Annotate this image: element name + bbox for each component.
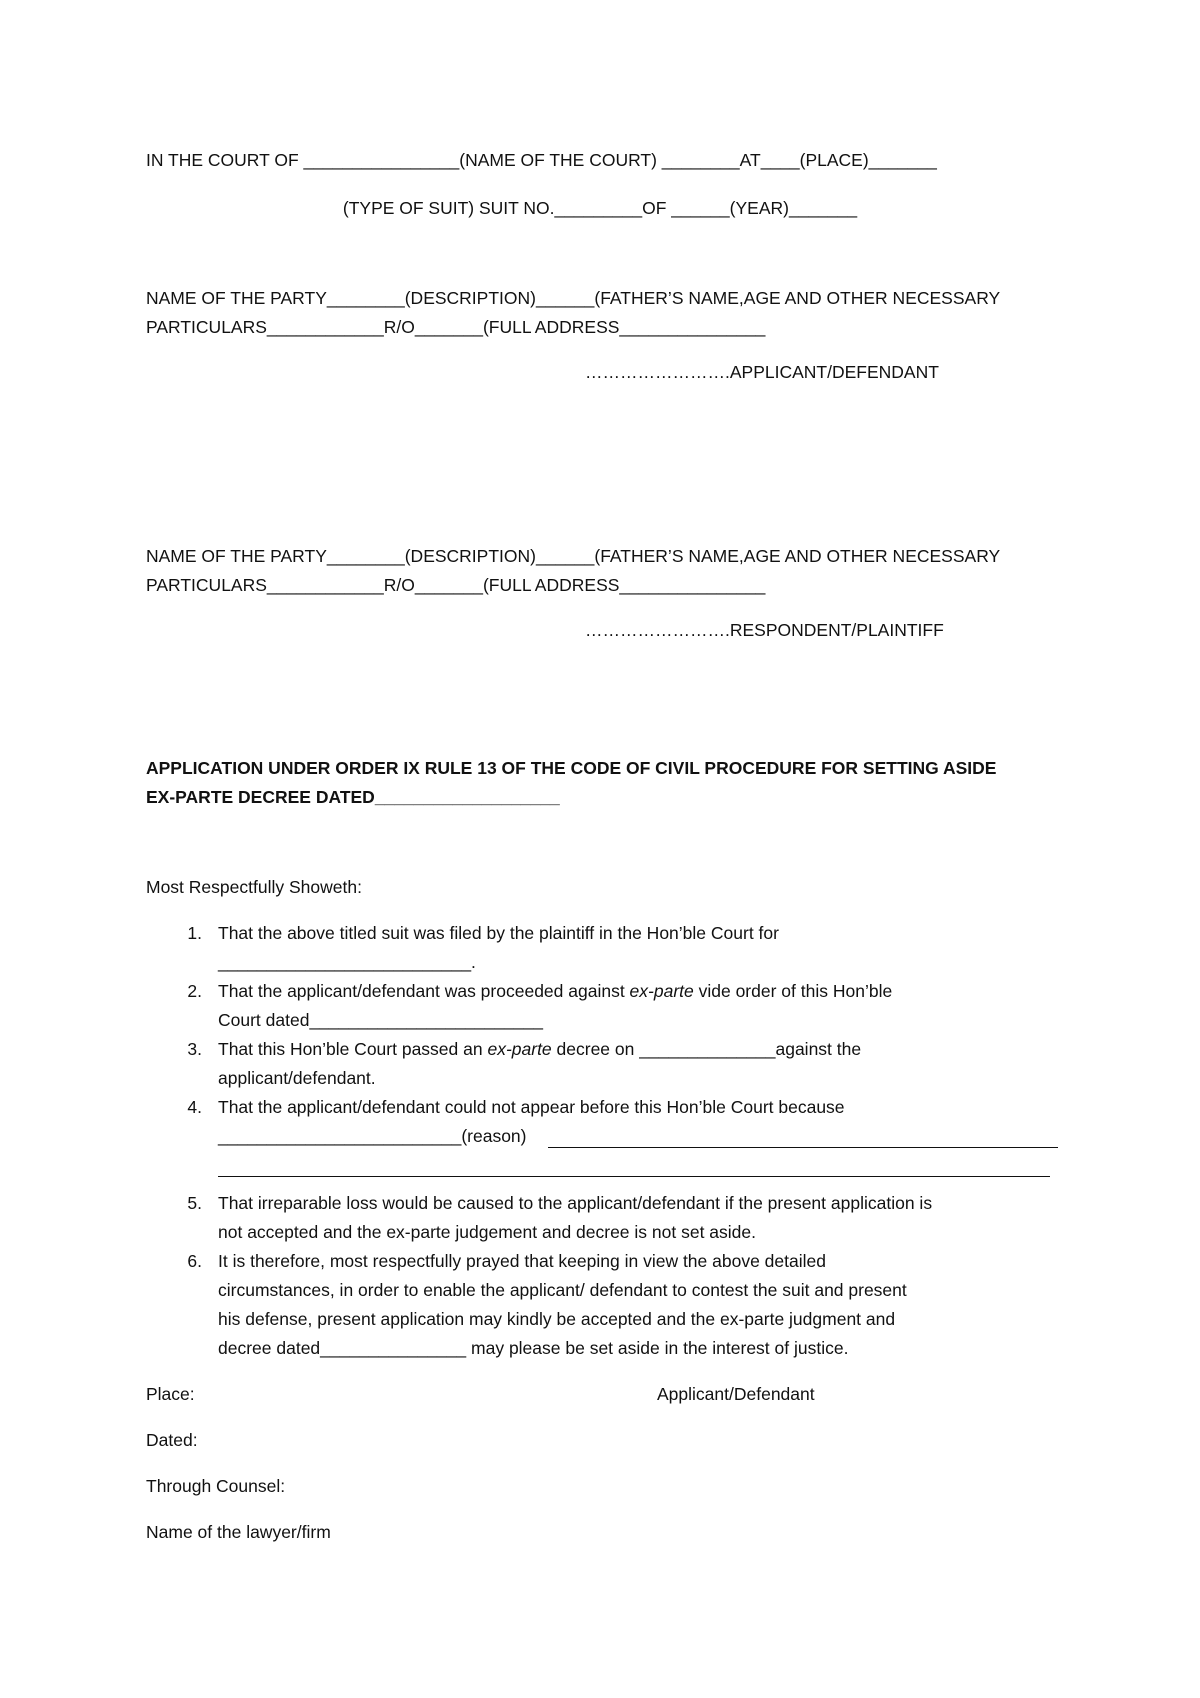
item-3-line1 (218, 1039, 861, 1060)
party2-line1: NAME OF THE PARTY________(DESCRIPTION)______(FATHER’S NAME,AGE AND OTHER NECESSARY (146, 546, 1001, 566)
item-6-line3: his defense, present application may kindly be accepted and the ex-parte judgment and (218, 1309, 896, 1329)
court-line: IN THE COURT OF ________________(NAME OF THE COURT) ________AT____(PLACE)_______ (146, 150, 937, 170)
party1-role: …………………….APPLICANT/DEFENDANT (585, 362, 939, 382)
item-5-line2: not accepted and the ex-parte judgement and decree is not set aside. (218, 1222, 756, 1242)
signatory-label: Applicant/Defendant (657, 1384, 815, 1404)
item-2-line1 (218, 981, 892, 1002)
party1-line2: PARTICULARS____________R/O_______(FULL ADDRESS_______________ (146, 317, 766, 337)
item-4-line1: That the applicant/defendant could not appear before this Hon’ble Court because (218, 1097, 845, 1117)
item-6-number: 6. (187, 1251, 202, 1271)
dated-label: Dated: (146, 1430, 198, 1450)
item-3-number: 3. (187, 1039, 202, 1059)
item-3-text-b: decree on ______________against the (551, 1039, 862, 1059)
suit-line: (TYPE OF SUIT) SUIT NO._________OF ______(YEAR)_______ (342, 198, 858, 218)
item-6-line1: It is therefore, most respectfully prayed that keeping in view the above detailed (218, 1251, 826, 1271)
item-4-blank: _________________________ (218, 1126, 462, 1146)
item-1-line2: __________________________. (218, 952, 476, 972)
item-3-emphasis: ex-parte (487, 1039, 552, 1059)
item-4-extra-rule (218, 1176, 1050, 1177)
lawyer-name-label: Name of the lawyer/firm (146, 1522, 331, 1542)
item-4-reason-label: (reason) (461, 1126, 527, 1146)
item-2-text-b: vide order of this Hon’ble (693, 981, 893, 1001)
item-2-number: 2. (187, 981, 202, 1001)
place-label: Place: (146, 1384, 195, 1404)
through-counsel-label: Through Counsel: (146, 1476, 286, 1496)
item-2-line2: Court dated________________________ (218, 1010, 544, 1030)
item-1-number: 1. (187, 923, 202, 943)
item-2-text-a: That the applicant/defendant was proceeded against (218, 981, 630, 1001)
item-4-line2 (218, 1126, 527, 1147)
application-title-line1: APPLICATION UNDER ORDER IX RULE 13 OF THE CODE OF CIVIL PROCEDURE FOR SETTING ASIDE (146, 758, 997, 778)
item-4-reason-rule (548, 1147, 1058, 1148)
item-3-text-a: That this Hon’ble Court passed an (218, 1039, 488, 1059)
item-5-line1: That irreparable loss would be caused to the applicant/defendant if the present application is (218, 1193, 933, 1213)
party1-line1: NAME OF THE PARTY________(DESCRIPTION)______(FATHER’S NAME,AGE AND OTHER NECESSARY (146, 288, 1001, 308)
item-4-number: 4. (187, 1097, 202, 1117)
party2-role: …………………….RESPONDENT/PLAINTIFF (585, 620, 944, 640)
salutation: Most Respectfully Showeth: (146, 877, 362, 897)
application-title-line2: EX-PARTE DECREE DATED___________________ (146, 787, 560, 807)
party2-line2: PARTICULARS____________R/O_______(FULL ADDRESS_______________ (146, 575, 766, 595)
item-3-line2: applicant/defendant. (218, 1068, 376, 1088)
item-5-number: 5. (187, 1193, 202, 1213)
item-6-line4: decree dated_______________ may please be set aside in the interest of justice. (218, 1338, 849, 1358)
item-2-emphasis: ex-parte (629, 981, 694, 1001)
item-1-line1: That the above titled suit was filed by the plaintiff in the Hon’ble Court for (218, 923, 779, 943)
item-6-line2: circumstances, in order to enable the applicant/ defendant to contest the suit and present (218, 1280, 907, 1300)
